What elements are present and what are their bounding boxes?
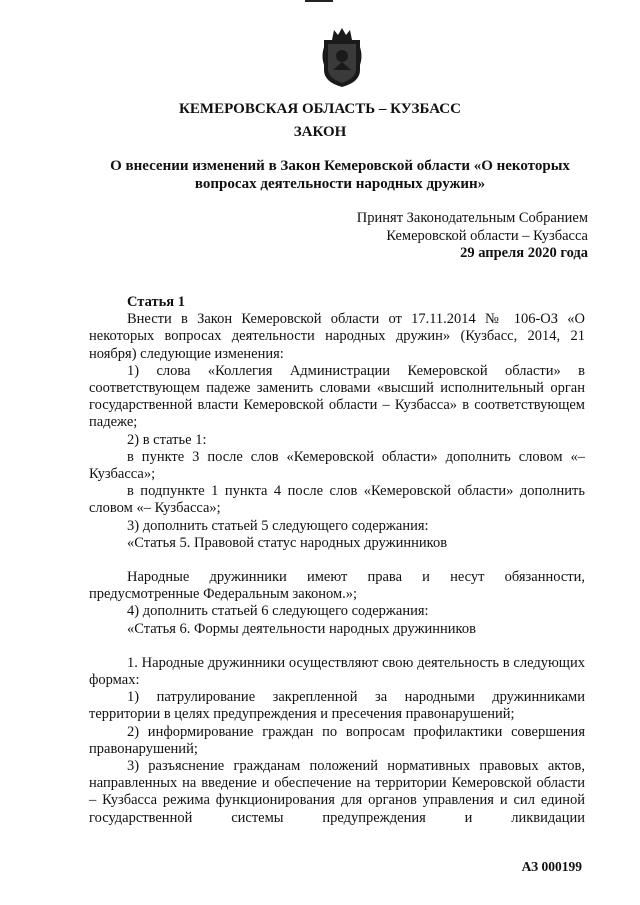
article-heading: Статья 1 xyxy=(127,294,185,310)
article-5-heading: «Статья 5. Правовой статус народных дружинников xyxy=(127,534,448,551)
top-scan-mark xyxy=(305,0,333,2)
serial-number: АЗ 000199 xyxy=(521,859,582,874)
article-6-subitem-2: 2) информирование граждан по вопросам профилактики совершения правонарушений; xyxy=(89,723,585,757)
article-6-paragraph-1: 1. Народные дружинники осуществляют свою деятельность в следующих формах: xyxy=(89,654,585,689)
item-3: 3) дополнить статьей 5 следующего содержания: xyxy=(127,517,429,534)
item-1: 1) слова «Коллегия Администрации Кемеровской области» в соответствующем падеже заменить словами «высший исполнительный орган государственной власти Кемеровской области – Кузбасса» в соответствующем падеже; xyxy=(89,362,585,431)
article-6-subitem-3: 3) разъяснение гражданам положений нормативных правовых актов, направленных на введение и обеспечение на территории Кемеровской области – Кузбасса режима функционирования для органов управления и сил единой государственной системы предупреждения и ликвидации xyxy=(89,758,585,826)
article-6-subitem-1: 1) патрулирование закрепленной за народными дружинниками территории в целях предупреждения и пресечения правонарушений; xyxy=(89,689,585,723)
item-2: 2) в статье 1: xyxy=(127,431,207,448)
document-type-heading: ЗАКОН xyxy=(293,124,347,140)
article-5-text: Народные дружинники имеют права и несут обязанности, предусмотренные Федеральным законом.»; xyxy=(89,569,585,603)
acceptance-date: 29 апреля 2020 года xyxy=(460,245,588,261)
item-2b: в подпункте 1 пункта 4 после слов «Кемеровской области» дополнить словом «– Кузбасса»; xyxy=(89,483,585,517)
region-heading: КЕМЕРОВСКАЯ ОБЛАСТЬ – КУЗБАСС xyxy=(179,101,461,117)
intro-paragraph: Внести в Закон Кемеровской области от 17.11.2014 № 106-ОЗ «О некоторых вопросах деятельности народных дружин» (Кузбасс, 2014, 21 ноября) следующие изменения: xyxy=(89,311,585,362)
coat-of-arms-emblem xyxy=(320,26,364,88)
article-6-heading: «Статья 6. Формы деятельности народных дружинников xyxy=(127,620,476,637)
item-2a: в пункте 3 после слов «Кемеровской области» дополнить словом «– Кузбасса»; xyxy=(89,448,585,483)
acceptance-block xyxy=(357,210,588,263)
law-body xyxy=(89,294,585,827)
acceptance-line-2: Кемеровской области – Кузбасса xyxy=(386,227,588,244)
acceptance-line-1: Принят Законодательным Собранием xyxy=(356,210,588,226)
law-title: О внесении изменений в Закон Кемеровской области «О некоторых вопросах деятельности народных дружин» xyxy=(110,158,570,192)
item-4: 4) дополнить статьей 6 следующего содержания: xyxy=(127,603,429,620)
